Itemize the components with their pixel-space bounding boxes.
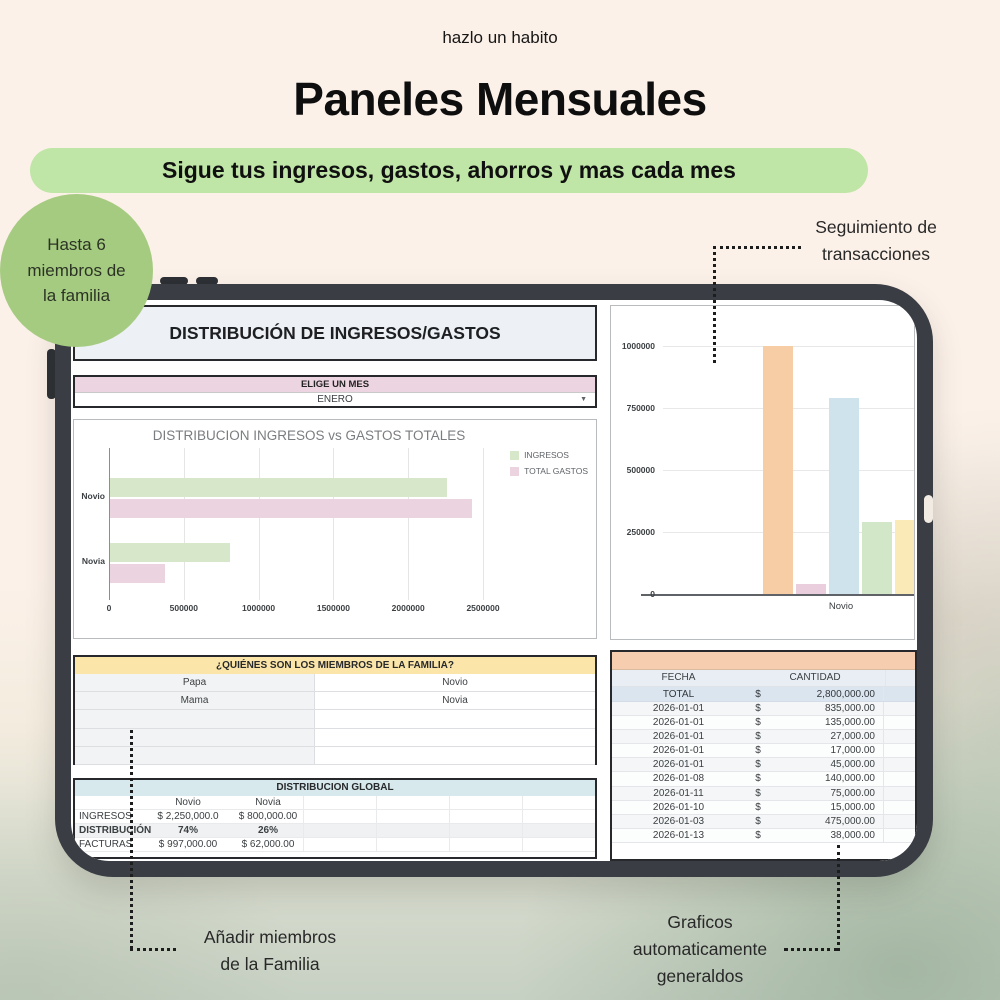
annotation-add-members [150,924,390,978]
global-column-header-row [75,796,595,810]
empty-cell[interactable] [376,824,449,837]
table-row [612,702,915,716]
x-axis-category-label: Novio [828,601,854,612]
date-cell[interactable]: 2026-01-01 [652,717,705,729]
gridline [408,448,409,600]
amount-cell[interactable]: 140,000.00 [824,773,875,785]
legend-item [510,466,588,476]
total-currency: $ [755,689,761,700]
empty-cell[interactable] [376,810,449,823]
header-filler-cell [885,670,915,686]
amount-cell[interactable]: 27,000.00 [830,731,875,743]
family-cell[interactable] [75,710,315,727]
currency-cell[interactable]: $ [755,703,761,714]
subtitle-banner: Sigue tus ingresos, gastos, ahorros y mas cada mes [30,148,868,193]
connector-line [713,246,716,363]
amount-cell[interactable]: 835,000.00 [824,703,875,714]
row-label-cell: FACTURAS [79,839,133,850]
table-row [75,674,595,692]
empty-cell[interactable] [449,838,522,851]
page-title: Paneles Mensuales [293,73,707,125]
annotation-line-text: de la Familia [220,954,320,974]
legend-item [510,450,588,460]
annotation-line-text: generaldos [656,966,744,986]
annotation-transactions [760,214,992,268]
category-label: Novia [81,556,105,566]
date-cell[interactable]: 2026-01-01 [652,759,705,771]
row-label-cell: DISTRIBUCIÓN [79,825,152,836]
date-cell[interactable]: 2026-01-01 [652,703,705,714]
currency-cell[interactable]: $ [755,773,761,785]
gridline [259,448,260,600]
date-cell[interactable]: 2026-01-03 [652,815,705,827]
family-cell[interactable]: Novia [315,692,595,709]
bar [110,543,230,562]
family-table-body [75,674,595,765]
amount-cell[interactable]: 15,000.00 [830,801,875,813]
date-cell[interactable]: 2026-01-11 [653,787,704,799]
family-table-header: ¿QUIÉNES SON LOS MIEMBROS DE LA FAMILIA? [75,657,595,674]
empty-cell[interactable] [522,824,595,837]
table-row [612,815,915,829]
family-cell[interactable]: Mama [75,692,315,709]
axis-tick-label: 250000 [626,527,655,537]
chevron-down-icon[interactable]: ▼ [580,396,587,403]
transactions-total-row[interactable] [612,687,915,702]
transactions-table-body [612,702,915,843]
empty-cell[interactable] [883,744,915,757]
table-row [75,824,595,838]
table-row [612,829,915,843]
amount-cell[interactable]: 475,000.00 [824,815,875,827]
table-row [75,747,595,765]
annotation-line-text: automaticamente [632,939,768,959]
empty-cell[interactable] [303,838,376,851]
table-row [612,730,915,744]
currency-cell[interactable]: $ [755,759,761,771]
date-cell[interactable]: 2026-01-01 [652,731,705,743]
total-filler-cell [883,687,915,701]
column-header-cantidad: CANTIDAD [789,672,841,683]
value-cell[interactable]: $ 62,000.00 [241,839,295,850]
value-cell[interactable]: $ 997,000.00 [158,839,218,850]
empty-cell[interactable] [522,838,595,851]
empty-cell[interactable] [883,787,915,800]
gridline [184,448,185,600]
income-expense-chart [73,419,597,639]
empty-cell[interactable] [883,801,915,814]
empty-cell[interactable] [376,838,449,851]
tablet-camera-notch [924,495,933,523]
axis-tick-label: 750000 [626,403,655,413]
x-axis-line [641,594,914,596]
currency-cell[interactable]: $ [755,829,761,841]
empty-cell[interactable] [303,810,376,823]
transactions-accent-band [612,652,915,670]
transactions-table [610,650,917,861]
empty-cell[interactable] [883,702,915,715]
annotation-line-text: transacciones [822,244,930,264]
bar [110,499,472,518]
month-selector-value[interactable]: ENERO [317,394,353,405]
bar [829,398,859,594]
legend-swatch [510,467,519,476]
gridline [483,448,484,600]
value-cell[interactable]: $ 800,000.00 [238,811,298,822]
family-limit-badge [0,194,153,347]
dashboard-title-card: DISTRIBUCIÓN DE INGRESOS/GASTOS [73,305,597,361]
bar [895,520,915,594]
row-label-cell: INGRESOS [79,811,132,822]
global-table-body [75,796,595,852]
empty-cell[interactable] [522,810,595,823]
date-cell[interactable]: 2026-01-10 [652,801,705,813]
value-cell[interactable]: $ 2,250,000.0 [157,811,219,822]
amount-cell[interactable]: 17,000.00 [830,745,875,757]
annotation-line-text: Graficos [667,912,733,932]
empty-cell[interactable] [449,810,522,823]
chart-legend [510,450,588,482]
empty-cell[interactable] [303,824,376,837]
date-cell[interactable]: 2026-01-08 [652,773,705,785]
family-cell[interactable]: Papa [75,674,315,691]
empty-cell[interactable] [883,772,915,785]
family-cell[interactable] [75,729,315,746]
table-row [75,810,595,824]
badge-line: miembros de [27,260,126,280]
empty-cell[interactable] [376,796,449,809]
table-row [612,801,915,815]
axis-tick-label: 500000 [169,603,198,613]
table-row [75,710,595,728]
legend-label: INGRESOS [524,450,569,460]
axis-tick-label: 2500000 [466,603,500,613]
table-row [612,716,915,730]
total-label: TOTAL [662,689,695,700]
date-cell[interactable]: 2026-01-01 [652,745,705,757]
kicker-text: hazlo un habito [442,28,558,47]
family-cell[interactable] [315,747,595,764]
bar [763,346,793,594]
total-amount: 2,800,000.00 [816,689,875,700]
bar [796,584,826,594]
axis-tick-label: 1500000 [316,603,350,613]
empty-cell[interactable] [883,716,915,729]
table-row [612,744,915,758]
bar [110,564,165,583]
column-header-fecha: FECHA [661,672,696,683]
family-cell[interactable] [315,729,595,746]
family-cell[interactable]: Novio [315,674,595,691]
chart-title: DISTRIBUCION INGRESOS vs GASTOS TOTALES [152,428,466,443]
table-row [75,838,595,852]
annotation-line-text: Añadir miembros [203,927,337,947]
value-cell[interactable]: 74% [177,825,198,836]
amount-cell[interactable]: 135,000.00 [824,717,875,729]
currency-cell[interactable]: $ [755,731,761,743]
tablet-screen [71,300,917,861]
connector-line [837,845,840,951]
legend-swatch [510,451,519,460]
connector-line [130,730,133,949]
month-selector-label: ELIGE UN MES [75,377,595,393]
annotation-line-text: Seguimiento de [815,217,937,237]
empty-cell[interactable] [522,796,595,809]
date-cell[interactable]: 2026-01-13 [652,829,705,841]
annotation-auto-charts [590,909,810,990]
table-row [75,692,595,710]
currency-cell[interactable]: $ [755,801,761,813]
month-selector[interactable] [73,375,597,408]
legend-label: TOTAL GASTOS [524,466,588,476]
axis-tick-label: 0 [650,589,655,599]
empty-cell[interactable] [449,796,522,809]
currency-cell[interactable]: $ [755,787,761,799]
column-header: Novio [175,797,201,808]
family-members-table [73,655,597,765]
amount-cell[interactable]: 75,000.00 [830,787,875,799]
badge-line: Hasta 6 [47,235,106,255]
empty-cell[interactable] [303,796,376,809]
table-row [612,772,915,786]
bar [862,522,892,594]
family-cell[interactable] [75,747,315,764]
empty-cell[interactable] [883,829,915,842]
axis-tick-label: 0 [106,603,112,613]
amount-cell[interactable]: 38,000.00 [830,829,875,841]
bar [110,478,447,497]
family-cell[interactable] [315,710,595,727]
category-label: Novio [81,491,105,501]
value-cell[interactable]: 26% [257,825,278,836]
transactions-chart [610,305,915,640]
axis-tick-label: 2000000 [391,603,425,613]
empty-cell[interactable] [883,730,915,743]
table-row [612,787,915,801]
currency-cell[interactable]: $ [755,815,761,827]
empty-cell[interactable] [449,824,522,837]
column-header: Novia [255,797,281,808]
badge-line: la familia [42,286,111,306]
currency-cell[interactable]: $ [755,717,761,729]
empty-cell[interactable] [883,815,915,828]
transactions-header-row [612,670,915,687]
global-table-header: DISTRIBUCION GLOBAL [75,780,595,796]
table-row [612,758,915,772]
amount-cell[interactable]: 45,000.00 [830,759,875,771]
currency-cell[interactable]: $ [755,745,761,757]
axis-tick-label: 500000 [626,465,655,475]
axis-tick-label: 1000000 [242,603,276,613]
empty-cell[interactable] [883,758,915,771]
global-distribution-table [73,778,597,859]
gridline [333,448,334,600]
axis-tick-label: 1000000 [621,341,655,351]
table-row [75,729,595,747]
